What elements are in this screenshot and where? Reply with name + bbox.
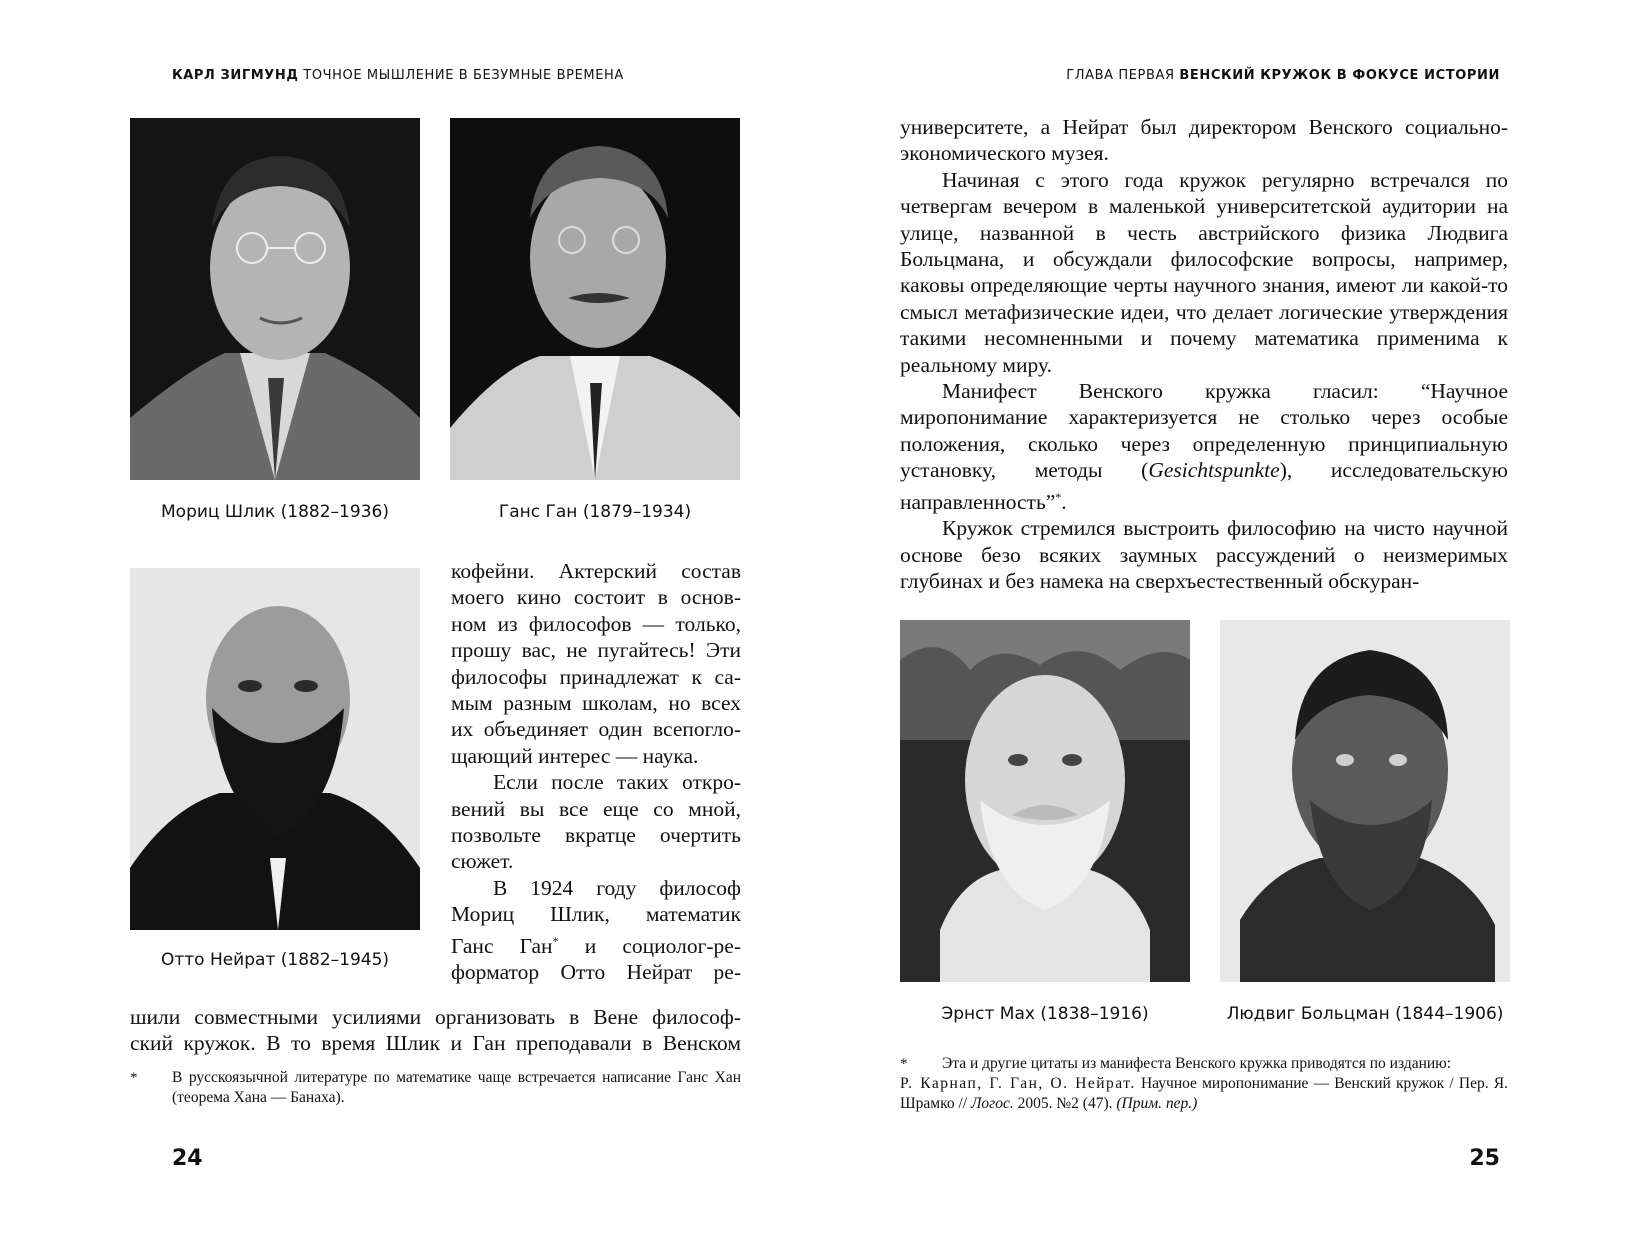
paragraph: университете, а Нейрат был директором Венского социально-экономического музея. <box>900 115 1508 166</box>
text-line: вений вы все еще со мной, <box>451 796 741 821</box>
photo-caption: Людвиг Больцман (1844–1906) <box>1226 1004 1504 1024</box>
running-header-left <box>172 68 624 83</box>
footnote-issue: 2005. №2 (47). <box>1017 1095 1113 1112</box>
text-line: ский кружок. В то время Шлик и Ган преподавали в Венском <box>130 1031 741 1056</box>
footnote-line: Эта и другие цитаты из манифеста Венского кружка приводятся по изданию: <box>942 1055 1452 1072</box>
footnote-right <box>900 1054 1508 1114</box>
text-line <box>451 928 741 960</box>
text-line: Если после таких откро- <box>493 770 741 795</box>
portrait-schlick <box>130 118 420 480</box>
text-line: Мориц Шлик, математик <box>451 902 741 927</box>
footnote-note: (Прим. пер.) <box>1116 1095 1198 1112</box>
photo-caption: Эрнст Мах (1838–1916) <box>941 1004 1149 1024</box>
header-chapter: ГЛАВА ПЕРВАЯ <box>1066 68 1175 83</box>
portrait-neurath <box>130 568 420 930</box>
footnote-left <box>130 1068 741 1108</box>
text-line: ном из философов — только, <box>451 611 741 636</box>
footnote-text: В русскоязычной литературе по математике чаще встречается написание Ганс Хан (теорема Хана — Банаха). <box>172 1069 741 1106</box>
paragraph-manifesto: Манифест Венского кружка гласил: “Научное миропонимание характеризуется не столько через особые положения, сколько через определенную принципиальную установку, методы (Gesichtspunkte), исследовательскую направленность”*. <box>900 379 1508 514</box>
body-text-full <box>130 1004 741 1057</box>
footnote-ref: * <box>552 933 559 948</box>
body-text-column <box>451 558 741 986</box>
body-text-right <box>900 114 1508 594</box>
running-header-right <box>1066 68 1500 83</box>
header-chapter-title: ВЕНСКИЙ КРУЖОК В ФОКУСЕ ИСТОРИИ <box>1179 68 1500 83</box>
text-line: форматор Отто Нейрат ре- <box>451 960 741 985</box>
footnote-authors: Р. Карнап, Г. Ган, О. Нейрат. <box>900 1075 1136 1092</box>
text-span: и социолог-ре- <box>584 933 741 958</box>
photo-mach-bust <box>900 620 1190 982</box>
page-number: 25 <box>1469 1146 1500 1171</box>
text-line: В 1924 году философ <box>493 875 741 900</box>
text-line: кофейни. Актерский состав <box>451 559 741 583</box>
header-book-title: ТОЧНОЕ МЫШЛЕНИЕ В БЕЗУМНЫЕ ВРЕМЕНА <box>303 68 624 83</box>
footnote-mark: * <box>130 1070 138 1086</box>
photo-boltzmann-bust <box>1220 620 1510 982</box>
footnote-ref: * <box>1055 489 1062 504</box>
header-author: КАРЛ ЗИГМУНД <box>172 68 299 83</box>
text-span: Манифест Венского кружка гласил: “Научное миропонимание характеризуется не столько через особые положения, сколько через определенную принципиальную установку, методы ( <box>900 379 1508 483</box>
text-line: щающий интерес — наука. <box>451 743 699 768</box>
text-line: позвольте вкратце очертить <box>451 823 741 848</box>
paragraph: Кружок стремился выстроить философию на чисто научной основе безо всяких заумных рассуждений о неизмеримых глубинах и без намека на сверхъестественный обскуран- <box>900 516 1508 594</box>
portrait-hahn <box>450 118 740 480</box>
paragraph: Начиная с этого года кружок регулярно встречался по четвергам вечером в маленькой университетской аудитории на улице, названной в честь австрийского физика Людвига Больцмана, и обсуждали философские вопросы, например, каковы определяющие черты научного знания, имеют ли какой-то смысл метафизические идеи, что делает логические утверждения такими несомненными и почему математика применима к реальному миру. <box>900 167 1508 377</box>
text-line: моего кино состоит в основ- <box>451 585 741 610</box>
text-span: Ганс Ган <box>451 933 553 958</box>
text-line: сюжет. <box>451 849 514 874</box>
footnote-text-span: Научное миропонимание — Венский кружок / Пер. Я. Шрамко // <box>900 1075 1509 1112</box>
footnote-journal: Логос. <box>970 1095 1014 1112</box>
text-line: мым разным школам, но всех <box>451 691 741 716</box>
italic-term: Gesichtspunkte <box>1148 458 1280 483</box>
right-page <box>815 0 1630 1252</box>
photo-caption: Отто Нейрат (1882–1945) <box>160 950 390 970</box>
page-number: 24 <box>172 1146 203 1171</box>
text-line: шили совместными усилиями организовать в Вене философ- <box>130 1005 741 1029</box>
footnote-text <box>900 1074 1508 1114</box>
text-line: философы принадлежат к са- <box>451 664 741 689</box>
photo-caption: Мориц Шлик (1882–1936) <box>161 502 389 522</box>
footnote-mark: * <box>900 1056 908 1072</box>
photo-caption: Ганс Ган (1879–1934) <box>498 502 692 522</box>
text-line: их объединяет один всепогло- <box>451 717 741 742</box>
text-span: ), исследовательскую направленность” <box>900 458 1508 514</box>
text-line: прошу вас, не пугайтесь! Эти <box>451 638 741 663</box>
